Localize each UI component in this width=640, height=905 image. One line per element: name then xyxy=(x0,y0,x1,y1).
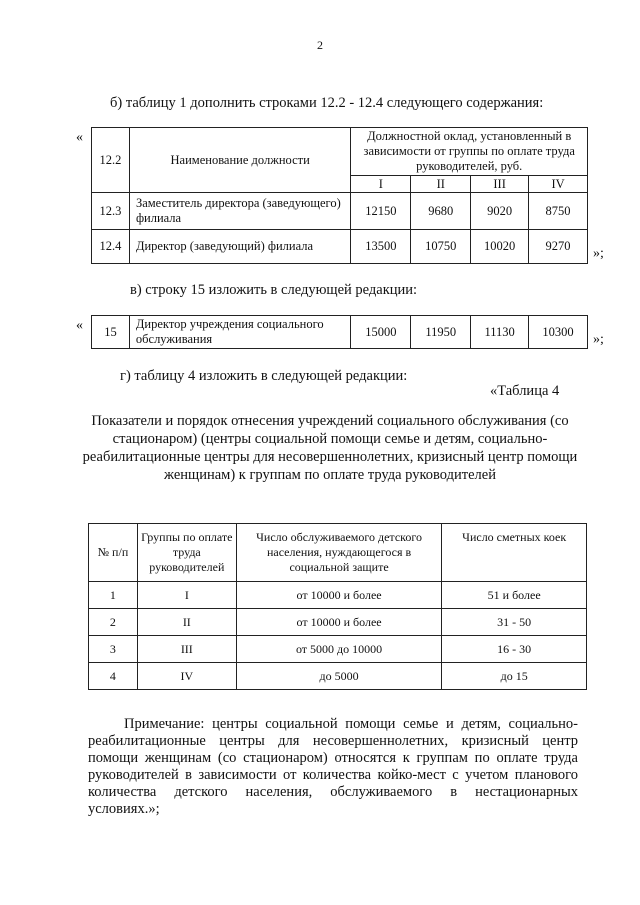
row-num: 1 xyxy=(89,582,138,609)
row-num: 12.3 xyxy=(92,193,130,230)
section-g-intro: г) таблицу 4 изложить в следующей редакции: xyxy=(120,368,408,384)
table-4 xyxy=(88,523,587,690)
col-header-num: № п/п xyxy=(89,524,138,582)
col-header-group: Группы по оплате труда руководителей xyxy=(137,524,236,582)
row-group: IV xyxy=(137,663,236,690)
note-paragraph: Примечание: центры социальной помощи семье и детям, социально-реабилитационные центры для несовершеннолетних, кризисный центр помощи женщинам (со стационаром) относятся к группам по оплате труда руководителей в зависимости от количества койко-мест с учетом планового количества детского населения, обслуживаемого в нестационарных условиях.»; xyxy=(88,716,578,817)
table-row xyxy=(89,582,587,609)
row-value: 8750 xyxy=(529,193,588,230)
row-value: 9020 xyxy=(471,193,529,230)
table-row xyxy=(89,609,587,636)
row-group: III xyxy=(137,636,236,663)
header-group: III xyxy=(471,176,529,193)
section-b-intro: б) таблицу 1 дополнить строками 12.2 - 12.4 следующего содержания: xyxy=(110,95,544,111)
row-name: Директор учреждения социального обслуживания xyxy=(129,316,350,349)
header-group: I xyxy=(351,176,411,193)
row-value: 9680 xyxy=(411,193,471,230)
row-group: II xyxy=(137,609,236,636)
section-v-intro: в) строку 15 изложить в следующей редакции: xyxy=(130,282,418,298)
row-value: 10020 xyxy=(471,230,529,264)
col-header-beds: Число сметных коек xyxy=(442,524,587,582)
table-row xyxy=(89,636,587,663)
row-value: 12150 xyxy=(351,193,411,230)
row-beds: до 15 xyxy=(442,663,587,690)
row-value: 11130 xyxy=(471,316,529,349)
col-header-population: Число обслуживаемого детского населения, нуждающегося в социальной защите xyxy=(236,524,442,582)
table-row-15 xyxy=(91,315,588,349)
table-4-label: «Таблица 4 xyxy=(490,383,560,399)
header-salary: Должностной оклад, установленный в зависимости от группы по оплате труда руководителей, руб. xyxy=(351,128,588,176)
close-quote: »; xyxy=(593,246,604,261)
row-value: 10750 xyxy=(411,230,471,264)
table-1-addition xyxy=(91,127,588,264)
row-name: Директор (заведующий) филиала xyxy=(129,230,350,264)
row-value: 10300 xyxy=(529,316,588,349)
header-group: II xyxy=(411,176,471,193)
table-row xyxy=(89,663,587,690)
open-quote: « xyxy=(76,318,83,333)
row-beds: 16 - 30 xyxy=(442,636,587,663)
close-quote: »; xyxy=(593,332,604,347)
page-number: 2 xyxy=(317,38,323,52)
row-population: от 5000 до 10000 xyxy=(236,636,442,663)
open-quote: « xyxy=(76,130,83,145)
row-num: 12.4 xyxy=(92,230,130,264)
row-population: от 10000 и более xyxy=(236,582,442,609)
table-row xyxy=(92,316,588,349)
row-value: 11950 xyxy=(411,316,471,349)
row-value: 15000 xyxy=(351,316,411,349)
row-num: 3 xyxy=(89,636,138,663)
row-num: 15 xyxy=(92,316,130,349)
header-num: 12.2 xyxy=(92,128,130,193)
row-num: 4 xyxy=(89,663,138,690)
row-beds: 31 - 50 xyxy=(442,609,587,636)
header-group: IV xyxy=(529,176,588,193)
table-row xyxy=(92,230,588,264)
row-population: от 10000 и более xyxy=(236,609,442,636)
row-beds: 51 и более xyxy=(442,582,587,609)
row-group: I xyxy=(137,582,236,609)
row-value: 9270 xyxy=(529,230,588,264)
table-4-heading: Показатели и порядок отнесения учреждений социального обслуживания (со стационаром) (центры социальной помощи семье и детям, социально-реабилитационные центры для несовершеннолетних, кризисный центр помощи женщинам) к группам по оплате труда руководителей xyxy=(82,413,578,483)
header-name: Наименование должности xyxy=(129,128,350,193)
row-value: 13500 xyxy=(351,230,411,264)
row-population: до 5000 xyxy=(236,663,442,690)
row-name: Заместитель директора (заведующего) филиала xyxy=(129,193,350,230)
row-num: 2 xyxy=(89,609,138,636)
table-row xyxy=(92,193,588,230)
